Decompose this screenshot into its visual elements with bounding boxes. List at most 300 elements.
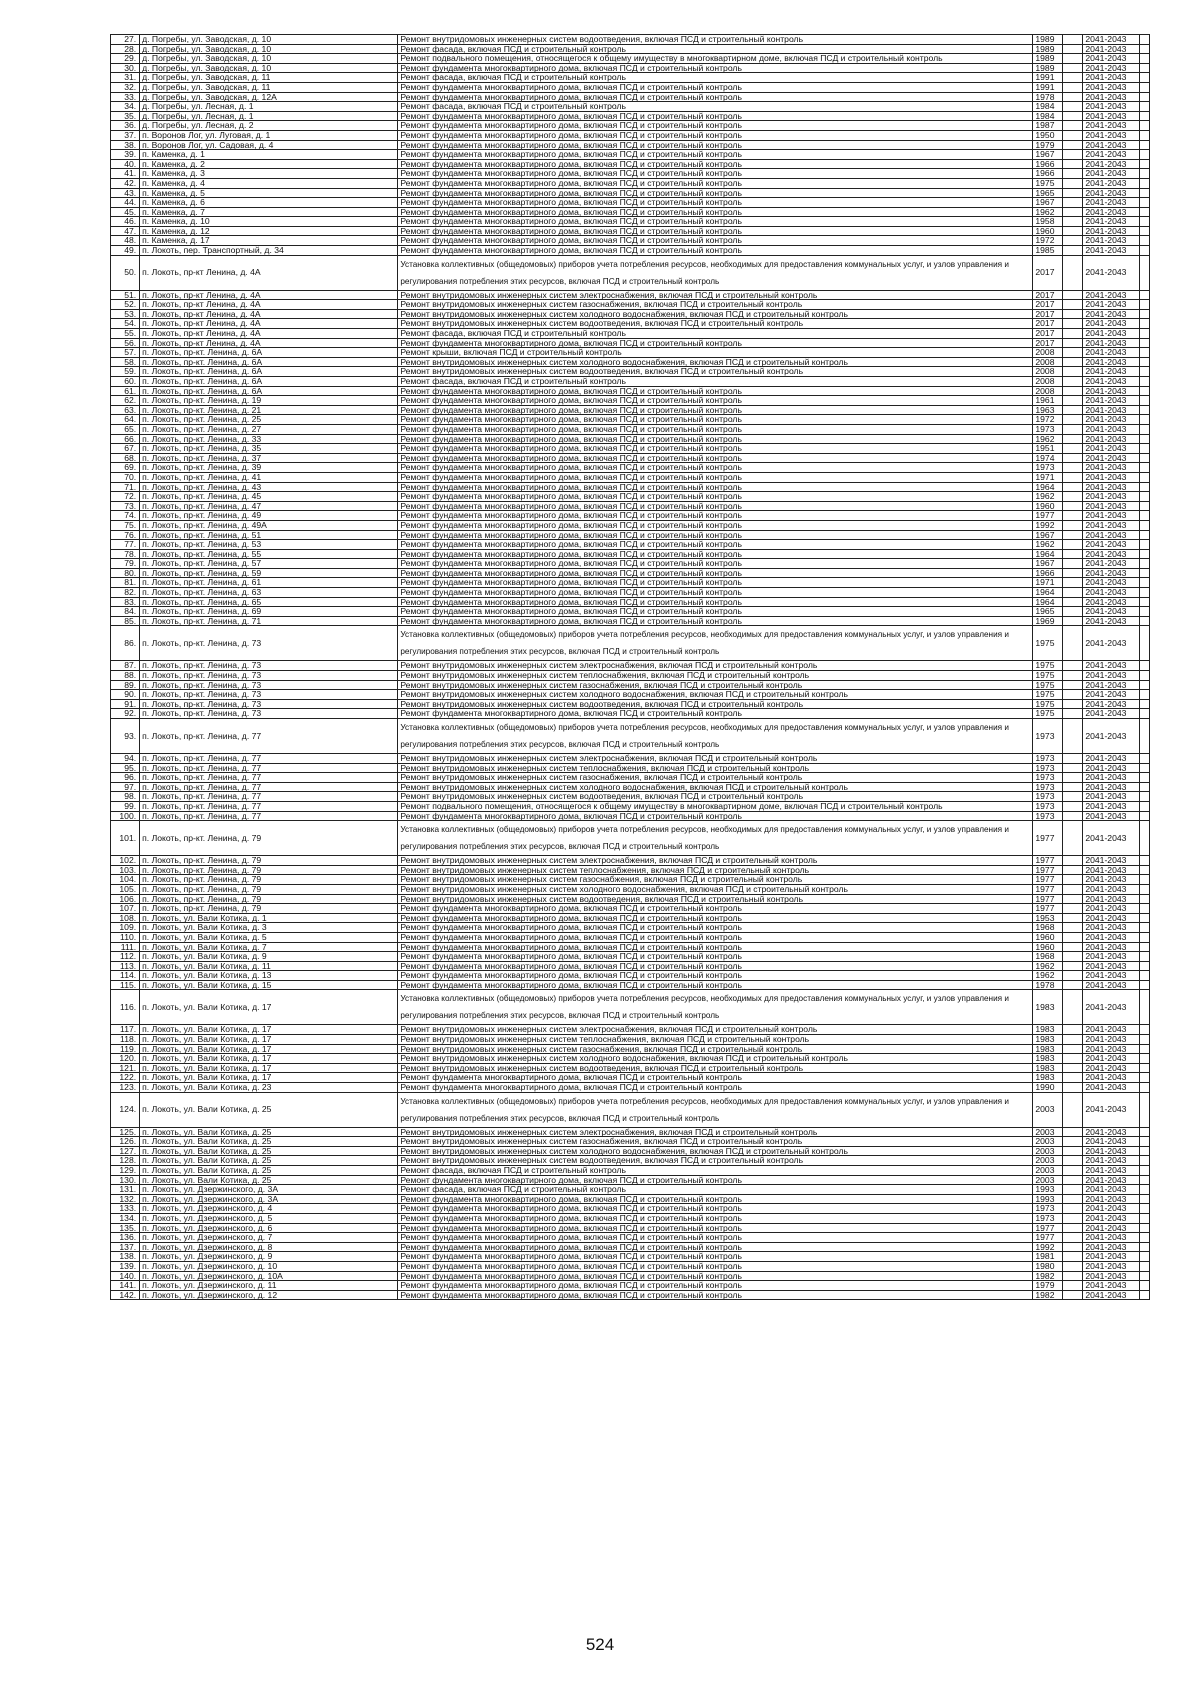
address-cell: п. Каменка, д. 2 (140, 159, 398, 169)
empty-cell (1139, 82, 1149, 92)
year-cell: 1981 (1033, 1252, 1062, 1262)
address-cell: п. Локоть, ул. Дзержинского, д. 10А (140, 1271, 398, 1281)
empty-cell (1062, 463, 1083, 473)
year-cell: 1973 (1033, 792, 1062, 802)
empty-cell (1139, 217, 1149, 227)
work-type-cell: Ремонт фундамента многоквартирного дома, включая ПСД и строительный контроль (398, 1242, 1033, 1252)
period-cell: 2041-2043 (1083, 1194, 1139, 1204)
empty-cell (1062, 699, 1083, 709)
year-cell: 1960 (1033, 501, 1062, 511)
empty-cell (1139, 530, 1149, 540)
year-cell: 1993 (1033, 1194, 1062, 1204)
period-cell: 2041-2043 (1083, 1242, 1139, 1252)
address-cell: п. Локоть, пр-кт Ленина, д. 4А (140, 300, 398, 310)
period-cell: 2041-2043 (1083, 980, 1139, 990)
table-row (111, 782, 1150, 792)
row-number: 82. (111, 588, 140, 598)
address-cell: п. Локоть, ул. Дзержинского, д. 5 (140, 1213, 398, 1223)
period-cell: 2041-2043 (1083, 763, 1139, 773)
row-number: 68. (111, 453, 140, 463)
empty-cell (1062, 300, 1083, 310)
row-number: 128. (111, 1156, 140, 1166)
address-cell: п. Локоть, ул. Вали Котика, д. 25 (140, 1146, 398, 1156)
address-cell: п. Локоть, пр-кт. Ленина, д. 37 (140, 453, 398, 463)
table-row (111, 971, 1150, 981)
table-row (111, 159, 1150, 169)
empty-cell (1139, 1035, 1149, 1045)
empty-cell (1139, 990, 1149, 1025)
year-cell: 1963 (1033, 405, 1062, 415)
empty-cell (1062, 709, 1083, 719)
table-row (111, 719, 1150, 754)
year-cell: 1977 (1033, 894, 1062, 904)
empty-cell (1139, 1083, 1149, 1093)
empty-cell (1139, 856, 1149, 866)
row-number: 101. (111, 821, 140, 856)
row-number: 74. (111, 511, 140, 521)
work-type-cell: Установка коллективных (общедомовых) приборов учета потребления ресурсов, необходимых для предоставления коммунальных услуг, и узлов управления и регулирования потребления этих ресурсов, включая ПСД и строительный контроль (398, 719, 1033, 754)
period-cell: 2041-2043 (1083, 1271, 1139, 1281)
period-cell: 2041-2043 (1083, 405, 1139, 415)
work-type-cell: Ремонт внутридомовых инженерных систем газоснабжения, включая ПСД и строительный контроль (398, 1137, 1033, 1147)
year-cell: 1971 (1033, 472, 1062, 482)
work-type-cell: Ремонт фундамента многоквартирного дома, включая ПСД и строительный контроль (398, 92, 1033, 102)
address-cell: п. Локоть, пр-кт. Ленина, д. 33 (140, 434, 398, 444)
address-cell: п. Каменка, д. 10 (140, 217, 398, 227)
row-number: 50. (111, 255, 140, 290)
empty-cell (1139, 236, 1149, 246)
work-type-cell: Ремонт фундамента многоквартирного дома, включая ПСД и строительный контроль (398, 559, 1033, 569)
empty-cell (1139, 588, 1149, 598)
period-cell: 2041-2043 (1083, 198, 1139, 208)
table-row (111, 329, 1150, 339)
period-cell: 2041-2043 (1083, 82, 1139, 92)
address-cell: д. Погребы, ул. Заводская, д. 12А (140, 92, 398, 102)
work-type-cell: Ремонт фундамента многоквартирного дома, включая ПСД и строительный контроль (398, 492, 1033, 502)
address-cell: п. Локоть, ул. Вали Котика, д. 17 (140, 1044, 398, 1054)
address-cell: п. Локоть, пр-кт. Ленина, д. 6А (140, 348, 398, 358)
work-type-cell: Ремонт фундамента многоквартирного дома, включая ПСД и строительный контроль (398, 540, 1033, 550)
empty-cell (1062, 63, 1083, 73)
empty-cell (1139, 159, 1149, 169)
address-cell: п. Каменка, д. 17 (140, 236, 398, 246)
table-row (111, 1261, 1150, 1271)
address-cell: п. Локоть, ул. Дзержинского, д. 7 (140, 1233, 398, 1243)
address-cell: п. Локоть, пр-кт. Ленина, д. 39 (140, 463, 398, 473)
empty-cell (1062, 1233, 1083, 1243)
row-number: 89. (111, 680, 140, 690)
empty-cell (1139, 942, 1149, 952)
empty-cell (1062, 1204, 1083, 1214)
work-type-cell: Ремонт фундамента многоквартирного дома, включая ПСД и строительный контроль (398, 1073, 1033, 1083)
address-cell: п. Локоть, ул. Вали Котика, д. 11 (140, 961, 398, 971)
empty-cell (1062, 1054, 1083, 1064)
period-cell: 2041-2043 (1083, 255, 1139, 290)
period-cell: 2041-2043 (1083, 1261, 1139, 1271)
empty-cell (1062, 1261, 1083, 1271)
year-cell: 1971 (1033, 578, 1062, 588)
year-cell: 1978 (1033, 92, 1062, 102)
year-cell: 2017 (1033, 338, 1062, 348)
period-cell: 2041-2043 (1083, 811, 1139, 821)
empty-cell (1139, 671, 1149, 681)
row-number: 90. (111, 690, 140, 700)
row-number: 86. (111, 626, 140, 661)
table-row (111, 913, 1150, 923)
table-row (111, 942, 1150, 952)
year-cell: 1975 (1033, 671, 1062, 681)
row-number: 61. (111, 386, 140, 396)
address-cell: п. Локоть, пр-кт. Ленина, д. 45 (140, 492, 398, 502)
year-cell: 1975 (1033, 626, 1062, 661)
period-cell: 2041-2043 (1083, 329, 1139, 339)
work-type-cell: Ремонт фундамента многоквартирного дома, включая ПСД и строительный контроль (398, 1223, 1033, 1233)
period-cell: 2041-2043 (1083, 1127, 1139, 1137)
address-cell: п. Локоть, пр-кт. Ленина, д. 53 (140, 540, 398, 550)
table-row (111, 150, 1150, 160)
work-type-cell: Ремонт фундамента многоквартирного дома, включая ПСД и строительный контроль (398, 709, 1033, 719)
empty-cell (1062, 1137, 1083, 1147)
empty-cell (1139, 329, 1149, 339)
empty-cell (1062, 319, 1083, 329)
table-row (111, 754, 1150, 764)
year-cell: 1975 (1033, 690, 1062, 700)
table-row (111, 680, 1150, 690)
empty-cell (1139, 140, 1149, 150)
table-row (111, 773, 1150, 783)
year-cell: 1968 (1033, 952, 1062, 962)
empty-cell (1062, 856, 1083, 866)
address-cell: п. Локоть, пр-кт. Ленина, д. 55 (140, 549, 398, 559)
empty-cell (1139, 865, 1149, 875)
address-cell: п. Каменка, д. 12 (140, 226, 398, 236)
address-cell: п. Локоть, пр-кт Ленина, д. 4А (140, 319, 398, 329)
empty-cell (1139, 952, 1149, 962)
work-type-cell: Ремонт внутридомовых инженерных систем водоотведения, включая ПСД и строительный контроль (398, 1063, 1033, 1073)
period-cell: 2041-2043 (1083, 348, 1139, 358)
table-row (111, 1127, 1150, 1137)
work-type-cell: Ремонт подвального помещения, относящегося к общему имуществу в многоквартирном доме, включая ПСД и строительный контроль (398, 54, 1033, 64)
year-cell: 1983 (1033, 1073, 1062, 1083)
empty-cell (1139, 1073, 1149, 1083)
empty-cell (1139, 207, 1149, 217)
empty-cell (1139, 150, 1149, 160)
year-cell: 2003 (1033, 1137, 1062, 1147)
address-cell: п. Локоть, пр-кт. Ленина, д. 79 (140, 904, 398, 914)
work-type-cell: Ремонт фундамента многоквартирного дома, включая ПСД и строительный контроль (398, 207, 1033, 217)
table-row (111, 1223, 1150, 1233)
work-type-cell: Ремонт фундамента многоквартирного дома, включая ПСД и строительный контроль (398, 1261, 1033, 1271)
row-number: 142. (111, 1290, 140, 1300)
period-cell: 2041-2043 (1083, 782, 1139, 792)
table-row (111, 1137, 1150, 1147)
address-cell: п. Локоть, пр-кт Ленина, д. 4А (140, 329, 398, 339)
period-cell: 2041-2043 (1083, 680, 1139, 690)
empty-cell (1139, 1063, 1149, 1073)
row-number: 58. (111, 357, 140, 367)
row-number: 27. (111, 35, 140, 45)
row-number: 42. (111, 178, 140, 188)
address-cell: п. Каменка, д. 6 (140, 198, 398, 208)
empty-cell (1139, 246, 1149, 256)
row-number: 102. (111, 856, 140, 866)
work-type-cell: Ремонт внутридомовых инженерных систем холодного водоснабжения, включая ПСД и строительный контроль (398, 309, 1033, 319)
empty-cell (1062, 236, 1083, 246)
work-type-cell: Ремонт фасада, включая ПСД и строительный контроль (398, 1166, 1033, 1176)
address-cell: п. Локоть, пр-кт. Ленина, д. 51 (140, 530, 398, 540)
work-type-cell: Ремонт фундамента многоквартирного дома, включая ПСД и строительный контроль (398, 501, 1033, 511)
work-type-cell: Ремонт внутридомовых инженерных систем водоотведения, включая ПСД и строительный контроль (398, 792, 1033, 802)
empty-cell (1139, 1166, 1149, 1176)
empty-cell (1139, 699, 1149, 709)
address-cell: п. Локоть, ул. Дзержинского, д. 10 (140, 1261, 398, 1271)
work-type-cell: Ремонт внутридомовых инженерных систем газоснабжения, включая ПСД и строительный контроль (398, 1044, 1033, 1054)
table-row (111, 1166, 1150, 1176)
work-type-cell: Ремонт фундамента многоквартирного дома, включая ПСД и строительный контроль (398, 1213, 1033, 1223)
year-cell: 1983 (1033, 990, 1062, 1025)
row-number: 81. (111, 578, 140, 588)
empty-cell (1139, 511, 1149, 521)
period-cell: 2041-2043 (1083, 904, 1139, 914)
year-cell: 1958 (1033, 217, 1062, 227)
address-cell: п. Локоть, пр-кт. Ленина, д. 6А (140, 357, 398, 367)
empty-cell (1139, 472, 1149, 482)
work-type-cell: Ремонт внутридомовых инженерных систем холодного водоснабжения, включая ПСД и строительный контроль (398, 1146, 1033, 1156)
table-row (111, 226, 1150, 236)
page-number: 524 (585, 1635, 615, 1654)
address-cell: п. Каменка, д. 1 (140, 150, 398, 160)
row-number: 114. (111, 971, 140, 981)
work-type-cell: Ремонт фундамента многоквартирного дома, включая ПСД и строительный контроль (398, 246, 1033, 256)
empty-cell (1139, 549, 1149, 559)
empty-cell (1139, 444, 1149, 454)
year-cell: 1960 (1033, 942, 1062, 952)
year-cell: 1960 (1033, 932, 1062, 942)
year-cell: 1950 (1033, 130, 1062, 140)
table-row (111, 1063, 1150, 1073)
empty-cell (1139, 1233, 1149, 1243)
table-row (111, 1175, 1150, 1185)
period-cell: 2041-2043 (1083, 856, 1139, 866)
period-cell: 2041-2043 (1083, 207, 1139, 217)
address-cell: п. Локоть, ул. Вали Котика, д. 25 (140, 1127, 398, 1137)
table-row (111, 357, 1150, 367)
empty-cell (1139, 578, 1149, 588)
work-type-cell: Ремонт внутридомовых инженерных систем газоснабжения, включая ПСД и строительный контроль (398, 773, 1033, 783)
address-cell: п. Локоть, пр-кт. Ленина, д. 25 (140, 415, 398, 425)
empty-cell (1062, 386, 1083, 396)
work-type-cell: Ремонт фундамента многоквартирного дома, включая ПСД и строительный контроль (398, 961, 1033, 971)
empty-cell (1062, 913, 1083, 923)
year-cell: 1974 (1033, 453, 1062, 463)
work-type-cell: Установка коллективных (общедомовых) приборов учета потребления ресурсов, необходимых для предоставления коммунальных услуг, и узлов управления и регулирования потребления этих ресурсов, включая ПСД и строительный контроль (398, 255, 1033, 290)
row-number: 37. (111, 130, 140, 140)
row-number: 99. (111, 801, 140, 811)
repair-program-table (110, 34, 1150, 1300)
work-type-cell: Ремонт фасада, включая ПСД и строительный контроль (398, 102, 1033, 112)
year-cell: 1983 (1033, 1025, 1062, 1035)
period-cell: 2041-2043 (1083, 309, 1139, 319)
year-cell: 1977 (1033, 865, 1062, 875)
table-row (111, 540, 1150, 550)
work-type-cell: Ремонт фундамента многоквартирного дома, включая ПСД и строительный контроль (398, 511, 1033, 521)
table-row (111, 1271, 1150, 1281)
period-cell: 2041-2043 (1083, 520, 1139, 530)
empty-cell (1062, 415, 1083, 425)
row-number: 28. (111, 44, 140, 54)
empty-cell (1139, 1025, 1149, 1035)
table-row (111, 1146, 1150, 1156)
row-number: 108. (111, 913, 140, 923)
address-cell: п. Локоть, ул. Вали Котика, д. 13 (140, 971, 398, 981)
address-cell: п. Локоть, пр-кт. Ленина, д. 73 (140, 626, 398, 661)
table-row (111, 884, 1150, 894)
year-cell: 1967 (1033, 198, 1062, 208)
period-cell: 2041-2043 (1083, 150, 1139, 160)
row-number: 117. (111, 1025, 140, 1035)
period-cell: 2041-2043 (1083, 616, 1139, 626)
empty-cell (1139, 932, 1149, 942)
work-type-cell: Установка коллективных (общедомовых) приборов учета потребления ресурсов, необходимых для предоставления коммунальных услуг, и узлов управления и регулирования потребления этих ресурсов, включая ПСД и строительный контроль (398, 821, 1033, 856)
empty-cell (1062, 607, 1083, 617)
period-cell: 2041-2043 (1083, 140, 1139, 150)
address-cell: д. Погребы, ул. Заводская, д. 10 (140, 35, 398, 45)
row-number: 131. (111, 1185, 140, 1195)
year-cell: 1962 (1033, 434, 1062, 444)
empty-cell (1062, 932, 1083, 942)
work-type-cell: Ремонт фундамента многоквартирного дома, включая ПСД и строительный контроль (398, 63, 1033, 73)
row-number: 73. (111, 501, 140, 511)
period-cell: 2041-2043 (1083, 434, 1139, 444)
empty-cell (1139, 463, 1149, 473)
empty-cell (1139, 801, 1149, 811)
period-cell: 2041-2043 (1083, 559, 1139, 569)
empty-cell (1062, 309, 1083, 319)
empty-cell (1062, 35, 1083, 45)
table-row (111, 1025, 1150, 1035)
empty-cell (1062, 1281, 1083, 1291)
row-number: 107. (111, 904, 140, 914)
empty-cell (1062, 73, 1083, 83)
row-number: 130. (111, 1175, 140, 1185)
work-type-cell: Ремонт фундамента многоквартирного дома, включая ПСД и строительный контроль (398, 217, 1033, 227)
address-cell: п. Локоть, пр-кт. Ленина, д. 63 (140, 588, 398, 598)
period-cell: 2041-2043 (1083, 226, 1139, 236)
empty-cell (1139, 821, 1149, 856)
year-cell: 1989 (1033, 54, 1062, 64)
year-cell: 1964 (1033, 549, 1062, 559)
address-cell: п. Локоть, пр-кт. Ленина, д. 27 (140, 424, 398, 434)
empty-cell (1139, 1137, 1149, 1147)
address-cell: п. Локоть, пр-кт. Ленина, д. 77 (140, 763, 398, 773)
empty-cell (1062, 444, 1083, 454)
period-cell: 2041-2043 (1083, 932, 1139, 942)
empty-cell (1139, 434, 1149, 444)
work-type-cell: Установка коллективных (общедомовых) приборов учета потребления ресурсов, необходимых для предоставления коммунальных услуг, и узлов управления и регулирования потребления этих ресурсов, включая ПСД и строительный контроль (398, 990, 1033, 1025)
year-cell: 1984 (1033, 111, 1062, 121)
empty-cell (1139, 607, 1149, 617)
empty-cell (1139, 1054, 1149, 1064)
work-type-cell: Ремонт фундамента многоквартирного дома, включая ПСД и строительный контроль (398, 942, 1033, 952)
table-row (111, 671, 1150, 681)
period-cell: 2041-2043 (1083, 463, 1139, 473)
empty-cell (1062, 754, 1083, 764)
row-number: 121. (111, 1063, 140, 1073)
address-cell: п. Локоть, пр-кт. Ленина, д. 73 (140, 690, 398, 700)
year-cell: 1975 (1033, 709, 1062, 719)
address-cell: п. Воронов Лог, ул. Садовая, д. 4 (140, 140, 398, 150)
empty-cell (1062, 246, 1083, 256)
empty-cell (1062, 482, 1083, 492)
period-cell: 2041-2043 (1083, 44, 1139, 54)
address-cell: п. Локоть, пр-кт. Ленина, д. 77 (140, 792, 398, 802)
empty-cell (1139, 405, 1149, 415)
empty-cell (1139, 73, 1149, 83)
work-type-cell: Ремонт фасада, включая ПСД и строительный контроль (398, 329, 1033, 339)
address-cell: д. Погребы, ул. Лесная, д. 1 (140, 111, 398, 121)
period-cell: 2041-2043 (1083, 1175, 1139, 1185)
period-cell: 2041-2043 (1083, 1204, 1139, 1214)
row-number: 98. (111, 792, 140, 802)
empty-cell (1139, 386, 1149, 396)
row-number: 39. (111, 150, 140, 160)
work-type-cell: Ремонт фундамента многоквартирного дома, включая ПСД и строительный контроль (398, 1204, 1033, 1214)
period-cell: 2041-2043 (1083, 626, 1139, 661)
empty-cell (1062, 578, 1083, 588)
empty-cell (1139, 719, 1149, 754)
address-cell: п. Локоть, пр-кт. Ленина, д. 73 (140, 661, 398, 671)
address-cell: д. Погребы, ул. Лесная, д. 1 (140, 102, 398, 112)
table-row (111, 434, 1150, 444)
period-cell: 2041-2043 (1083, 377, 1139, 387)
work-type-cell: Ремонт фундамента многоквартирного дома, включая ПСД и строительный контроль (398, 811, 1033, 821)
empty-cell (1139, 54, 1149, 64)
year-cell: 1977 (1033, 884, 1062, 894)
empty-cell (1139, 111, 1149, 121)
row-number: 120. (111, 1054, 140, 1064)
period-cell: 2041-2043 (1083, 111, 1139, 121)
period-cell: 2041-2043 (1083, 1281, 1139, 1291)
row-number: 111. (111, 942, 140, 952)
period-cell: 2041-2043 (1083, 121, 1139, 131)
empty-cell (1062, 453, 1083, 463)
empty-cell (1139, 300, 1149, 310)
empty-cell (1139, 130, 1149, 140)
period-cell: 2041-2043 (1083, 875, 1139, 885)
year-cell: 2003 (1033, 1156, 1062, 1166)
address-cell: п. Локоть, пр-кт Ленина, д. 4А (140, 290, 398, 300)
row-number: 45. (111, 207, 140, 217)
address-cell: п. Локоть, ул. Вали Котика, д. 17 (140, 1035, 398, 1045)
period-cell: 2041-2043 (1083, 319, 1139, 329)
table-row (111, 501, 1150, 511)
address-cell: д. Погребы, ул. Заводская, д. 11 (140, 82, 398, 92)
year-cell: 1962 (1033, 961, 1062, 971)
table-row (111, 597, 1150, 607)
row-number: 79. (111, 559, 140, 569)
empty-cell (1139, 348, 1149, 358)
work-type-cell: Ремонт фундамента многоквартирного дома, включая ПСД и строительный контроль (398, 444, 1033, 454)
period-cell: 2041-2043 (1083, 661, 1139, 671)
year-cell: 1977 (1033, 856, 1062, 866)
empty-cell (1139, 913, 1149, 923)
address-cell: п. Локоть, ул. Вали Котика, д. 9 (140, 952, 398, 962)
empty-cell (1062, 377, 1083, 387)
address-cell: п. Каменка, д. 7 (140, 207, 398, 217)
address-cell: п. Локоть, пр-кт. Ленина, д. 73 (140, 671, 398, 681)
row-number: 33. (111, 92, 140, 102)
empty-cell (1139, 1044, 1149, 1054)
